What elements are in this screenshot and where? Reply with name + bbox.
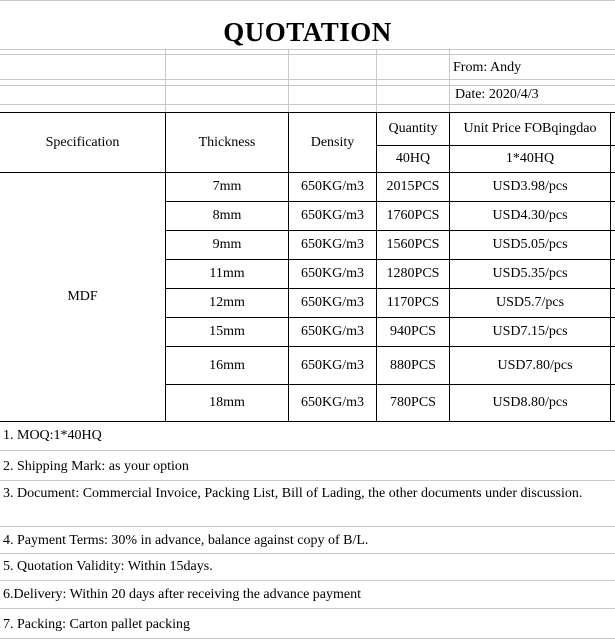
density-cell: 650KG/m3 (301, 179, 364, 194)
header-unit-price-unit: 1*40HQ (505, 151, 555, 166)
term-shipping-mark: 2. Shipping Mark: as your option (3, 459, 189, 474)
quantity-cell: 1760PCS (386, 208, 440, 223)
density-cell: 650KG/m3 (301, 237, 364, 252)
price-cell: USD5.35/pcs (492, 266, 568, 281)
term-payment: 4. Payment Terms: 30% in advance, balance against copy of B/L. (3, 533, 369, 548)
gridline (0, 450, 615, 451)
term-packing: 7. Packing: Carton pallet packing (3, 617, 191, 632)
gridline (0, 580, 615, 581)
price-cell: USD7.15/pcs (492, 324, 568, 339)
quantity-cell: 940PCS (390, 324, 436, 339)
product-cell: MDF (67, 289, 98, 304)
thickness-cell: 9mm (212, 237, 242, 252)
density-cell: 650KG/m3 (301, 266, 364, 281)
gridline (165, 50, 166, 112)
quantity-cell: 880PCS (390, 357, 436, 373)
density-cell: 650KG/m3 (301, 395, 364, 410)
gridline (0, 54, 615, 55)
term-document: 3. Document: Commercial Invoice, Packing List, Bill of Lading, the other documents under discussion. (3, 486, 583, 501)
header-quantity: Quantity (388, 121, 438, 136)
gridline (0, 526, 615, 527)
table-border-right (610, 112, 611, 422)
quantity-cell: 1280PCS (386, 266, 440, 281)
document-title: QUOTATION (223, 16, 392, 47)
header-unit-price: Unit Price FOBqingdao (463, 121, 597, 136)
from-line: From: Andy (453, 60, 522, 75)
price-cell: USD7.80/pcs (497, 357, 573, 373)
thickness-cell: 7mm (212, 179, 242, 194)
price-cell: USD4.30/pcs (492, 208, 568, 223)
header-thickness: Thickness (198, 134, 256, 150)
thickness-cell: 8mm (212, 208, 242, 223)
thickness-cell: 12mm (209, 295, 245, 310)
gridline (0, 480, 615, 481)
gridline (449, 50, 450, 112)
header-specification: Specification (45, 134, 120, 150)
term-validity: 5. Quotation Validity: Within 15days. (3, 559, 213, 574)
term-delivery: 6.Delivery: Within 20 days after receiving the advance payment (3, 587, 361, 602)
table-border-bottom (0, 421, 615, 422)
gridline (288, 50, 289, 112)
quantity-cell: 780PCS (390, 395, 436, 410)
quantity-cell: 1560PCS (386, 237, 440, 252)
density-cell: 650KG/m3 (301, 208, 364, 223)
price-cell: USD5.7/pcs (495, 295, 565, 310)
density-cell: 650KG/m3 (301, 295, 364, 310)
price-cell: USD3.98/pcs (492, 179, 568, 194)
term-moq: 1. MOQ:1*40HQ (3, 428, 102, 443)
gridline (0, 553, 615, 554)
density-cell: 650KG/m3 (301, 324, 364, 339)
quantity-cell: 1170PCS (386, 295, 440, 310)
thickness-cell: 11mm (209, 266, 245, 281)
gridline (0, 0, 615, 1)
quantity-cell: 2015PCS (386, 179, 440, 194)
gridline (0, 79, 615, 80)
gridline (0, 638, 615, 639)
header-density: Density (310, 134, 355, 150)
header-quantity-unit: 40HQ (395, 151, 431, 166)
gridline (0, 608, 615, 609)
thickness-cell: 18mm (209, 395, 245, 410)
thickness-cell: 16mm (209, 357, 245, 373)
date-line: Date: 2020/4/3 (455, 87, 539, 102)
gridline (376, 50, 377, 112)
price-cell: USD8.80/pcs (492, 395, 568, 410)
thickness-cell: 15mm (209, 324, 245, 339)
density-cell: 650KG/m3 (301, 357, 364, 373)
price-cell: USD5.05/pcs (492, 237, 568, 252)
